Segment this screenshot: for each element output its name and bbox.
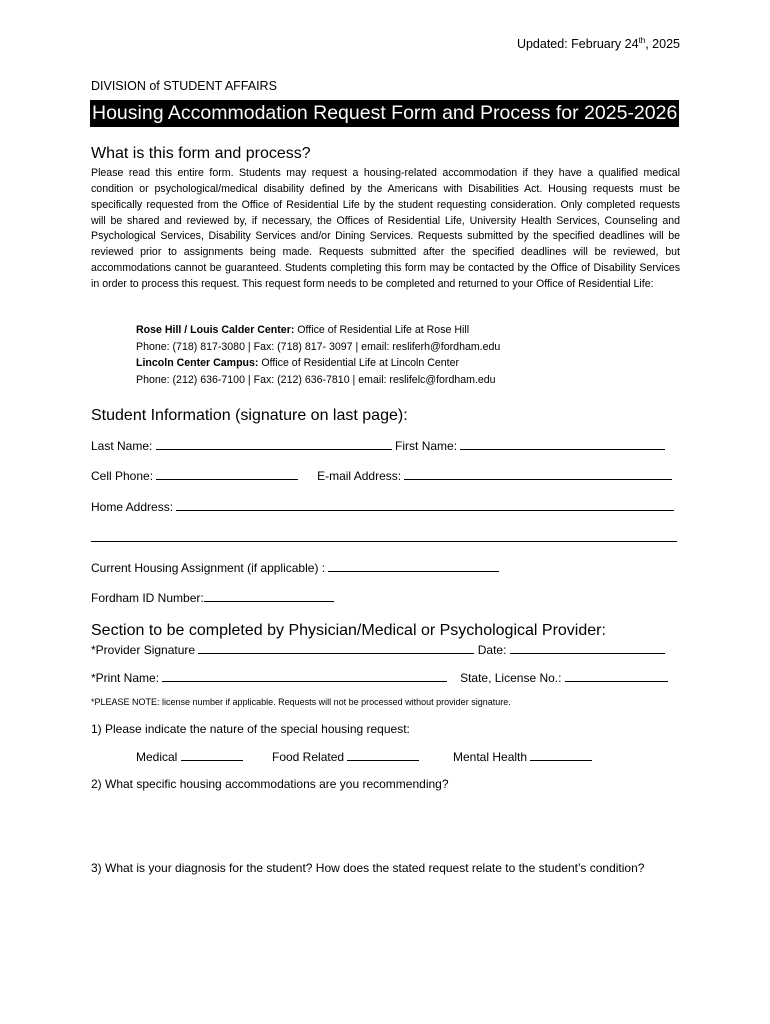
current-housing-field[interactable]	[328, 560, 499, 572]
license-field[interactable]	[565, 670, 668, 682]
lincoln-center-line	[136, 355, 500, 372]
question-1: 1) Please indicate the nature of the special housing request:	[91, 722, 410, 736]
question-2: 2) What specific housing accommodations are you recommending?	[91, 777, 449, 791]
updated-date-text: Updated: February 24	[516, 37, 639, 52]
page-title: Housing Accommodation Request Form and Process for 2025-2026	[90, 100, 679, 127]
rose-hill-line	[136, 322, 500, 339]
current-housing-row	[91, 560, 499, 575]
food-related-label: Food Related	[272, 750, 345, 764]
medical-field[interactable]	[181, 749, 243, 761]
fordham-id-field[interactable]	[204, 590, 334, 602]
updated-date	[517, 36, 680, 51]
rose-hill-office: Office of Residential Life at Rose Hill	[294, 324, 470, 336]
home-address-row-2	[91, 530, 677, 545]
last-name-label: Last Name:	[91, 439, 153, 453]
contact-block	[136, 322, 500, 388]
lincoln-center-office: Office of Residential Life at Lincoln Center	[258, 357, 460, 369]
first-name-label: First Name:	[395, 439, 458, 453]
print-name-label: *Print Name:	[91, 671, 160, 685]
updated-date-ordinal: th	[638, 36, 646, 45]
date-label: Date:	[477, 643, 507, 657]
option-mental-health	[453, 749, 592, 764]
home-address-label: Home Address:	[91, 500, 174, 514]
fordham-id-label: Fordham ID Number:	[91, 591, 204, 605]
provider-heading: Section to be completed by Physician/Medical or Psychological Provider:	[91, 622, 606, 639]
updated-date-year: , 2025	[645, 37, 680, 52]
provider-signature-row	[91, 642, 665, 657]
cell-phone-field[interactable]	[156, 468, 298, 480]
mental-health-label: Mental Health	[453, 750, 528, 764]
division-label: DIVISION of STUDENT AFFAIRS	[91, 79, 277, 93]
student-info-heading: Student Information (signature on last page):	[91, 407, 408, 424]
intro-paragraph: Please read this entire form. Students may request a housing-related accommodation if they have a qualified medical condition or psychological/medical disability defined by the Americans with Disabilities Act. Housing requests must be specifically requested from the Office of Residential Life by the student requesting consideration. Only completed requests will be shared and reviewed by, if necessary, the Offices of Residential Life, University Health Services, Counseling and Psychological Services, Disability Services and/or Dining Services. Requests submitted by the specified deadlines will be reviewed prior to assignments being made. Requests submitted after the specified deadlines will be reviewed, but accommodations cannot be guaranteed. Students completing this form may be contacted by the Office of Disability Services in order to process this request. This request form needs to be completed and returned to your Office of Residential Life:	[91, 167, 680, 290]
rose-hill-phone: Phone: (718) 817-3080 | Fax: (718) 817- 3097 | email: resliferh@fordham.edu	[136, 340, 501, 353]
last-name-field[interactable]	[156, 438, 392, 450]
lincoln-center-phone: Phone: (212) 636-7100 | Fax: (212) 636-7810 | email: reslifelc@fordham.edu	[136, 373, 496, 386]
medical-label: Medical	[136, 750, 178, 764]
email-label: E-mail Address:	[317, 469, 402, 483]
home-address-field-2[interactable]	[91, 530, 677, 542]
first-name-field[interactable]	[460, 438, 665, 450]
license-label: State, License No.:	[460, 671, 562, 685]
provider-signature-field[interactable]	[198, 642, 474, 654]
mental-health-field[interactable]	[530, 749, 592, 761]
food-related-field[interactable]	[347, 749, 419, 761]
name-row	[91, 438, 665, 453]
option-food-related	[272, 749, 419, 764]
current-housing-label: Current Housing Assignment (if applicable) :	[91, 561, 326, 575]
cell-phone-label: Cell Phone:	[91, 469, 154, 483]
home-address-row	[91, 499, 674, 514]
home-address-field[interactable]	[176, 499, 674, 511]
rose-hill-label: Rose Hill / Louis Calder Center:	[136, 324, 295, 336]
provider-note: *PLEASE NOTE: license number if applicable. Requests will not be processed without provider signature.	[91, 697, 511, 707]
provider-signature-label: *Provider Signature	[91, 643, 196, 657]
email-field[interactable]	[404, 468, 672, 480]
option-medical	[136, 749, 243, 764]
date-field[interactable]	[510, 642, 665, 654]
lincoln-center-label: Lincoln Center Campus:	[136, 357, 259, 369]
print-name-field[interactable]	[162, 670, 447, 682]
question-3: 3) What is your diagnosis for the student? How does the stated request relate to the student’s condition?	[91, 861, 645, 875]
intro-heading: What is this form and process?	[91, 145, 311, 162]
fordham-id-row	[91, 590, 334, 605]
print-name-row	[91, 670, 668, 685]
contact-row	[91, 468, 672, 483]
